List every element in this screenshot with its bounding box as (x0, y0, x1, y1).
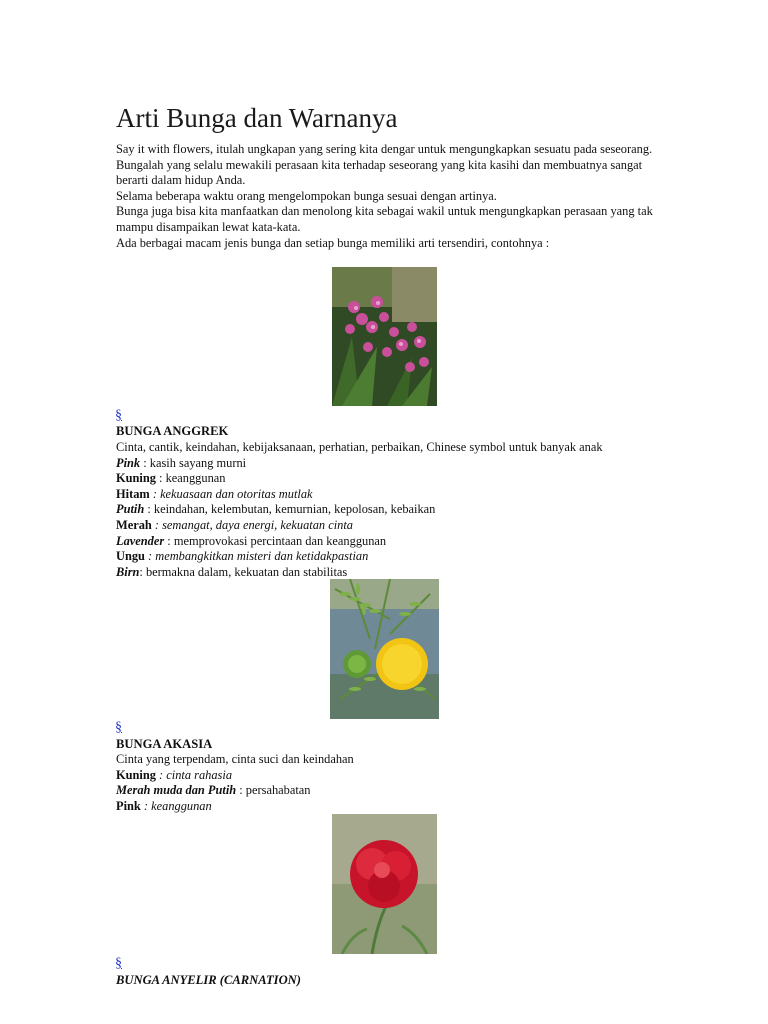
section-title-akasia: BUNGA AKASIA (116, 737, 213, 751)
color-name: Merah muda dan Putih (116, 783, 237, 798)
color-meaning-row (116, 534, 676, 550)
color-meaning: keanggunan (165, 471, 226, 486)
color-meaning: cinta rahasia (166, 767, 233, 782)
separator: : (144, 502, 154, 517)
orchid-photo (332, 267, 437, 406)
color-meaning-row (116, 565, 676, 581)
separator: : (155, 471, 166, 486)
color-name: Pink (116, 798, 141, 813)
color-name: Merah (116, 517, 152, 532)
color-meaning: bermakna dalam, kekuatan dan stabilitas (145, 564, 348, 579)
color-meaning-row (116, 799, 676, 815)
color-meaning: keindahan, kelembutan, kemurnian, kepolosan, kebaikan (153, 502, 436, 517)
intro-paragraph: Selama beberapa waktu orang mengelompokan bunga sesuai dengan artinya. (116, 188, 497, 203)
color-meaning-row (116, 456, 676, 472)
separator: : (236, 783, 246, 798)
intro-paragraph: Ada berbagai macam jenis bunga dan setiap bunga memiliki arti tersendiri, contohnya : (116, 235, 550, 250)
color-meaning: kasih sayang murni (149, 455, 247, 470)
color-meaning-row (116, 549, 676, 565)
section-title-anggrek: BUNGA ANGGREK (116, 424, 229, 438)
color-meaning-row (116, 502, 676, 518)
separator: : (149, 486, 161, 501)
section-bullet: § (115, 408, 122, 423)
section-bullet: § (115, 956, 122, 971)
anggrek-description: Cinta, cantik, keindahan, kebijaksanaan, perhatian, perbaikan, Chinese symbol untuk banyak anak (116, 440, 603, 454)
intro-paragraph: Bunga juga bisa kita manfaatkan dan menolong kita sebagai wakil untuk mengungkapkan perasaan yang tak mampu disampaikan lewat kata-kata. (116, 204, 653, 234)
separator: : (140, 455, 150, 470)
color-name: Pink (116, 455, 141, 470)
separator: : (144, 549, 156, 564)
color-meaning-row (116, 768, 676, 784)
anggrek-details (116, 440, 676, 580)
color-meaning: membangkitkan misteri dan ketidakpastian (155, 549, 369, 564)
separator: : (155, 767, 167, 782)
carnation-photo (332, 814, 437, 954)
color-name: Putih (116, 502, 145, 517)
color-meaning-row (116, 783, 676, 799)
separator: : (151, 517, 163, 532)
color-meaning: kekuasaan dan otoritas mutlak (160, 486, 313, 501)
acacia-photo (330, 579, 439, 719)
section-title-anyelir: BUNGA ANYELIR (CARNATION) (116, 973, 301, 987)
color-meaning: semangat, daya energi, kekuatan cinta (162, 517, 353, 532)
intro-paragraph: Say it with flowers, itulah ungkapan yang sering kita dengar untuk mengungkapkan sesuatu pada seseorang. (116, 142, 653, 156)
page-title: Arti Bunga dan Warnanya (116, 103, 398, 133)
color-meaning: keanggunan (151, 798, 212, 813)
color-meaning: persahabatan (245, 783, 311, 798)
color-name: Hitam (116, 486, 150, 501)
akasia-details (116, 752, 676, 814)
color-meaning-row (116, 518, 676, 534)
color-name: Birn (116, 564, 140, 579)
color-meaning-row (116, 471, 676, 487)
akasia-description: Cinta yang terpendam, cinta suci dan keindahan (116, 752, 354, 766)
section-bullet: § (115, 720, 122, 735)
color-name: Kuning (116, 767, 156, 782)
separator: : (139, 564, 146, 579)
color-meaning: memprovokasi percintaan dan keanggunan (173, 533, 387, 548)
color-name: Kuning (116, 471, 156, 486)
color-meaning-row (116, 487, 676, 503)
separator: : (140, 798, 152, 813)
separator: : (164, 533, 174, 548)
intro-paragraph: Bungalah yang selalu mewakili perasaan kita terhadap seseorang yang kita kasihi dan membuatnya sangat berarti dalam hidup Anda. (116, 157, 643, 188)
color-name: Ungu (116, 549, 145, 564)
intro-text (116, 142, 656, 251)
color-name: Lavender (116, 533, 165, 548)
